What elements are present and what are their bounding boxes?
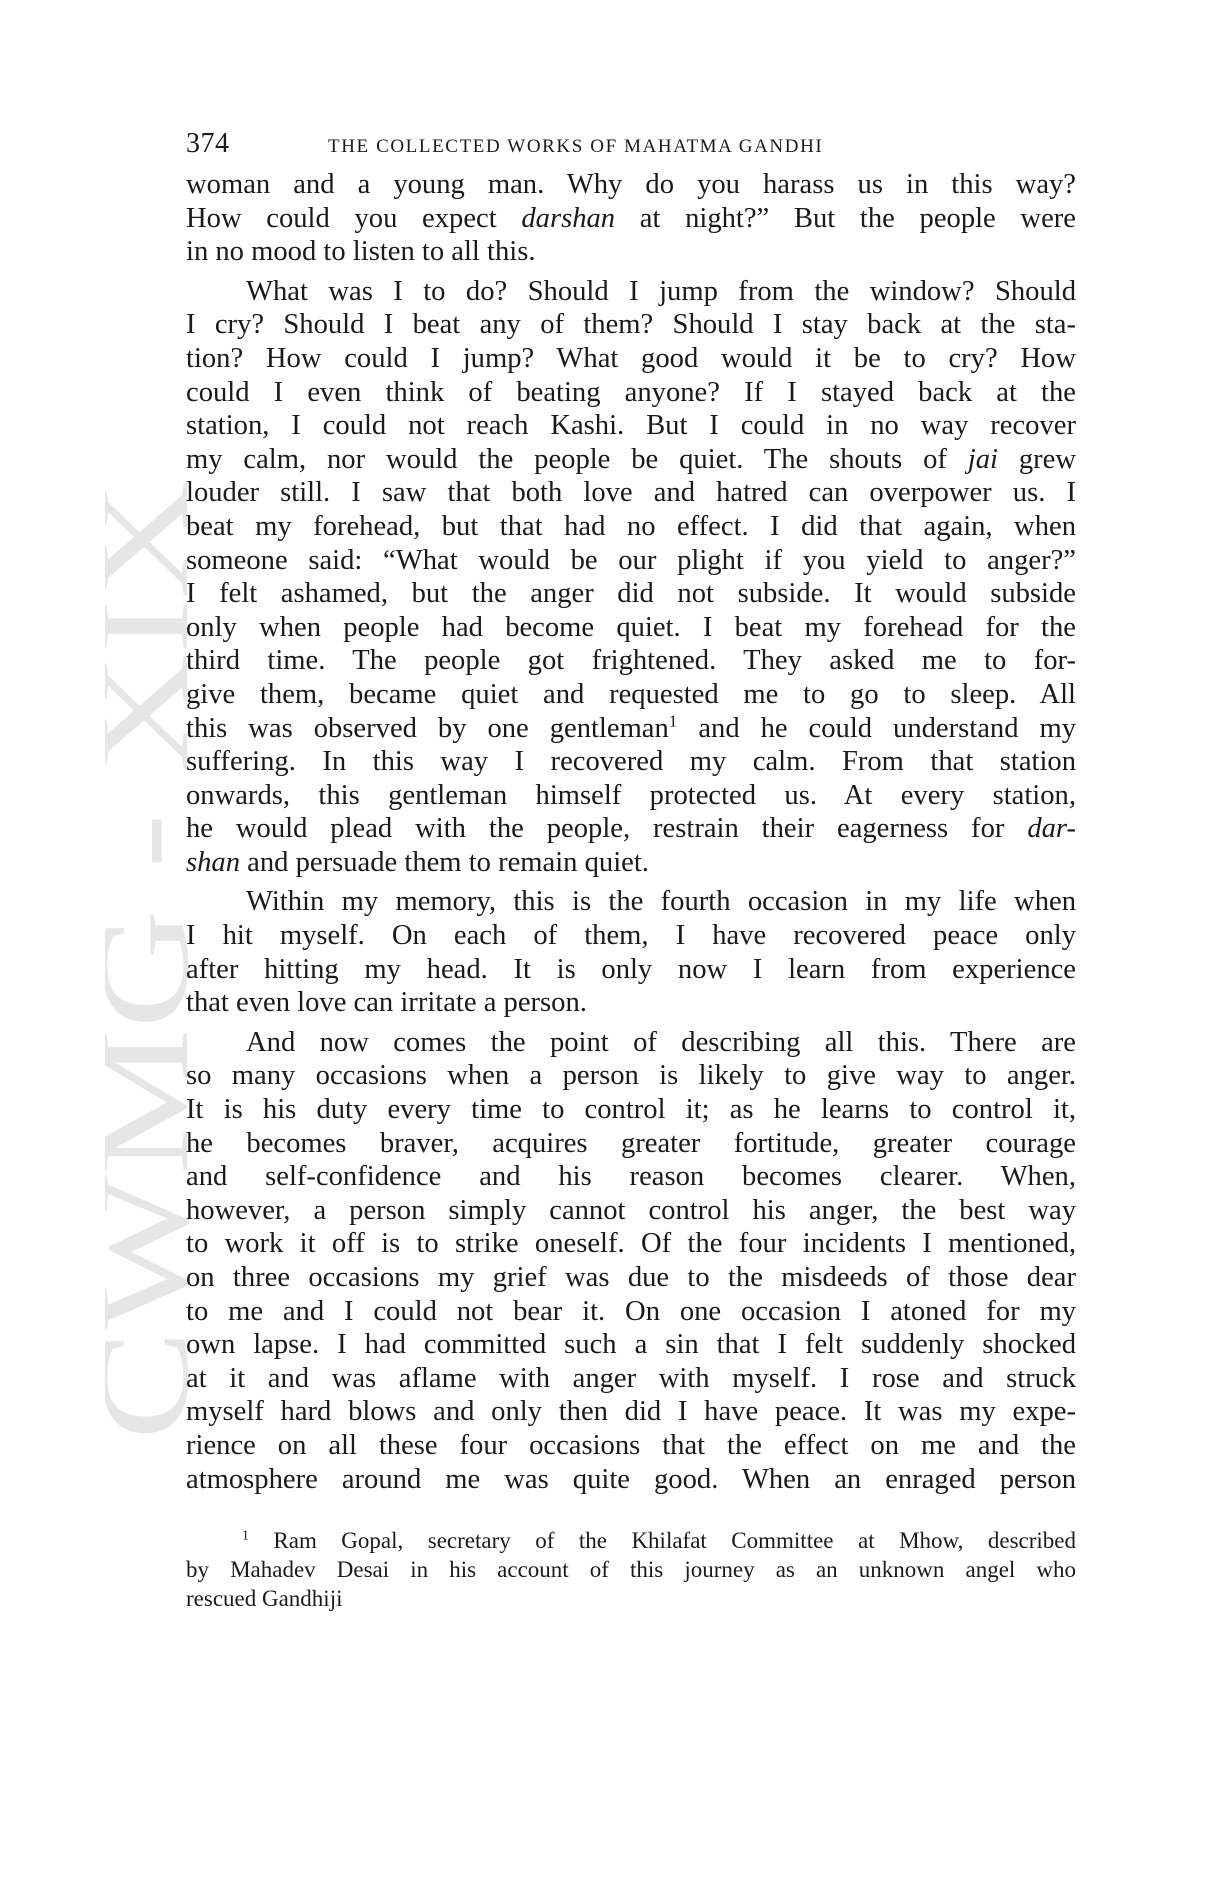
page-number: 374 (186, 128, 230, 159)
text-line: third time. The people got frightened. They asked me to for- (186, 645, 1076, 677)
paragraph (186, 885, 1076, 1019)
text-line: this was observed by one gentleman$^1$ and he could understand my (186, 711, 1076, 744)
watermark-text: CWMG XIX (105, 693, 215, 1440)
text-line: I cry? Should I beat any of them? Should I stay back at the sta- (186, 309, 1076, 341)
text-line: atmosphere around me was quite good. When an enraged person (186, 1463, 1076, 1495)
footnote-line: $^1$ Ram Gopal, secretary of the Khilafat Committee at Mhow, described (242, 1527, 1076, 1554)
text-line: only when people had become quiet. I beat my forehead for the (186, 611, 1076, 643)
text-line: suffering. In this way I recovered my calm. From that station (186, 746, 1076, 778)
text-line: station, I could not reach Kashi. But I could in no way recover (186, 410, 1076, 442)
text-line: that even love can irritate a person. (186, 987, 587, 1019)
text-line: onwards, this gentleman himself protected us. At every station, (186, 779, 1076, 811)
text-line: myself hard blows and only then did I have peace. It was my expe- (186, 1396, 1076, 1428)
text-line: in no mood to listen to all this. (186, 236, 536, 268)
text-line: It is his duty every time to control it; as he learns to control it, (186, 1094, 1076, 1126)
text-line: someone said: “What would be our plight if you yield to anger?” (186, 544, 1076, 576)
text-line: Within my memory, this is the fourth occasion in my life when (246, 886, 1076, 918)
text-line: I hit myself. On each of them, I have recovered peace only (186, 920, 1076, 952)
footnote (186, 1526, 1076, 1613)
text-line: my calm, nor would the people be quiet. The shouts of jai grew (186, 443, 1077, 475)
text-line: give them, became quiet and requested me to go to sleep. All (186, 678, 1076, 710)
text-line: however, a person simply cannot control his anger, the best way (186, 1194, 1076, 1226)
text-line: so many occasions when a person is likely to give way to anger. (186, 1060, 1076, 1092)
text-line: could I even think of beating anyone? If I stayed back at the (186, 376, 1076, 408)
text-line: own lapse. I had committed such a sin that I felt suddenly shocked (186, 1329, 1076, 1361)
text-line: louder still. I saw that both love and hatred can overpower us. I (186, 477, 1076, 509)
paragraph (186, 1026, 1076, 1496)
text-line: after hitting my head. It is only now I learn from experience (186, 953, 1076, 985)
running-title: THE COLLECTED WORKS OF MAHATMA GANDHI (328, 136, 824, 157)
text-line: to me and I could not bear it. On one occasion I atoned for my (186, 1295, 1076, 1327)
text-line: to work it off is to strike oneself. Of the four incidents I mentioned, (186, 1228, 1076, 1260)
paragraph (186, 168, 1076, 269)
footnote-line: by Mahadev Desai in his account of this journey as an unknown angel who (186, 1557, 1076, 1583)
text-line: beat my forehead, but that had no effect. I did that again, when (186, 510, 1076, 542)
text-line: tion? How could I jump? What good would it be to cry? How (186, 342, 1076, 374)
text-line: I felt ashamed, but the anger did not subside. It would subside (186, 578, 1076, 610)
footnote-line: rescued Gandhiji (186, 1586, 343, 1612)
text-line: And now comes the point of describing all this. There are (246, 1026, 1076, 1058)
paragraph (186, 275, 1076, 880)
text-line: What was I to do? Should I jump from the window? Should (246, 275, 1076, 307)
text-line: he would plead with the people, restrain their eagerness for dar- (186, 813, 1076, 845)
text-line: and self-confidence and his reason becomes clearer. When, (186, 1161, 1076, 1193)
text-line: he becomes braver, acquires greater fortitude, greater courage (186, 1127, 1076, 1159)
text-line: on three occasions my grief was due to the misdeeds of those dear (186, 1262, 1076, 1293)
text-line: at it and was aflame with anger with myself. I rose and struck (186, 1362, 1076, 1394)
page (186, 128, 1076, 1613)
text-line: woman and a young man. Why do you harass us in this way? (186, 169, 1076, 200)
body-text (186, 168, 1076, 1496)
text-line: How could you expect darshan at night?” But the people were (186, 202, 1076, 234)
running-head (186, 128, 1076, 168)
text-line: shan and persuade them to remain quiet. (186, 846, 649, 878)
text-line: rience on all these four occasions that the effect on me and the (186, 1429, 1076, 1461)
